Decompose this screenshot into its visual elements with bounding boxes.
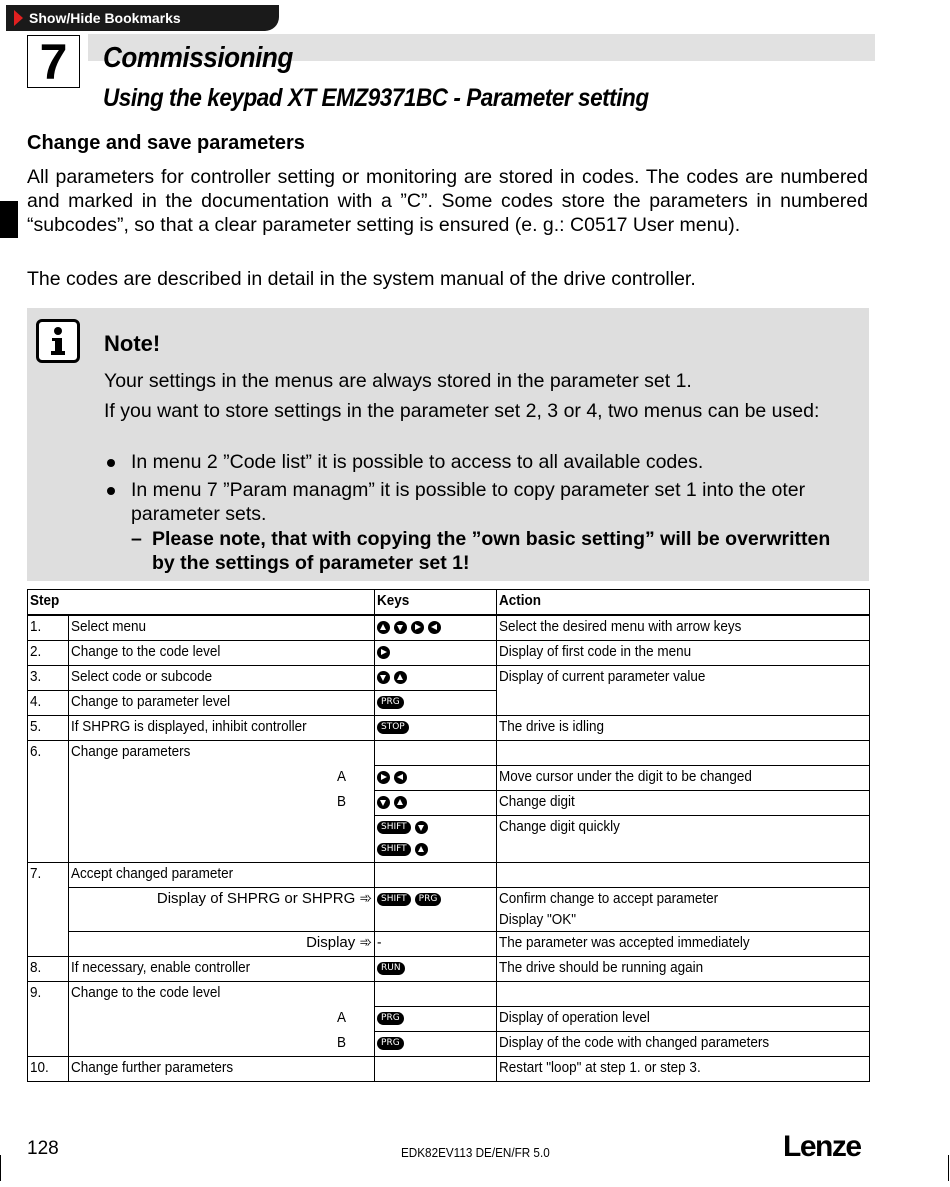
note-bullet-1 <box>104 450 844 474</box>
step-action: Display of current parameter value <box>499 668 706 685</box>
section-heading: Change and save parameters <box>27 132 305 154</box>
table-row <box>28 982 870 1007</box>
right-arrow-key-icon <box>377 771 390 784</box>
table-row <box>28 615 870 641</box>
crop-mark-left <box>0 1155 1 1181</box>
shift-key-icon: SHIFT <box>377 893 411 906</box>
header-step: Step <box>30 592 60 609</box>
step-description: Select code or subcode <box>71 668 213 685</box>
table-row <box>28 863 870 888</box>
table-row <box>28 791 870 816</box>
substep-action: Display of operation level <box>499 1009 650 1026</box>
right-arrow-key-icon <box>411 621 424 634</box>
arrow-icon: ➾ <box>359 934 373 951</box>
paragraph-1: All parameters for controller setting or monitoring are stored in codes. The codes are numbered and marked in the documentation with a ”C”. Some codes store the parameters in numbered “subcodes”, so that a clear parameter setting is ensured (e. g.: C0517 User menu). <box>27 166 868 236</box>
substep-action: Confirm change to accept parameter <box>499 890 719 907</box>
crop-mark-right <box>948 1155 949 1181</box>
note-bullet-2 <box>104 478 844 526</box>
substep-label: A <box>337 1008 347 1026</box>
step-action: Restart "loop" at step 1. or step 3. <box>499 1059 701 1076</box>
table-row <box>28 816 870 863</box>
page-subtitle: Using the keypad XT EMZ9371BC - Parameter setting <box>103 84 649 112</box>
table-row <box>28 716 870 741</box>
step-number: 1. <box>30 618 42 635</box>
chapter-number: 7 <box>27 35 80 88</box>
info-icon <box>36 319 80 363</box>
side-marker <box>0 201 18 238</box>
page-title: Commissioning <box>103 42 293 74</box>
table-row <box>28 1007 870 1032</box>
up-arrow-key-icon <box>394 671 407 684</box>
table-row <box>28 666 870 691</box>
steps-table <box>27 589 870 1082</box>
substep-action: Change digit <box>499 793 575 810</box>
step-description: Change parameters <box>71 743 191 760</box>
header-action: Action <box>499 592 542 609</box>
step-number: 4. <box>30 693 42 710</box>
document-code: EDK82EV113 DE/EN/FR 5.0 <box>401 1145 550 1160</box>
table-row <box>28 766 870 791</box>
step-number: 7. <box>30 865 42 882</box>
step-action: The drive is idling <box>499 718 605 735</box>
substep-description: Display of SHPRG or SHPRG <box>156 890 356 907</box>
substep-label: B <box>337 792 347 810</box>
step-number: 3. <box>30 668 42 685</box>
bookmarks-label: Show/Hide Bookmarks <box>29 10 181 26</box>
step-description: If SHPRG is displayed, inhibit controller <box>71 718 307 735</box>
prg-key-icon: PRG <box>415 893 442 906</box>
right-arrow-key-icon <box>377 646 390 659</box>
down-arrow-key-icon <box>377 671 390 684</box>
step-action: Display of first code in the menu <box>499 643 692 660</box>
table-row <box>28 741 870 766</box>
up-arrow-key-icon <box>415 843 428 856</box>
note-line-1: Your settings in the menus are always stored in the parameter set 1. <box>104 370 692 392</box>
note-warning <box>131 527 831 575</box>
step-number: 6. <box>30 743 42 760</box>
table-row <box>28 1057 870 1082</box>
step-action: The drive should be running again <box>499 959 704 976</box>
down-arrow-key-icon <box>377 796 390 809</box>
dash-mark: – <box>131 528 142 550</box>
page-number: 128 <box>27 1138 59 1159</box>
step-description: Accept changed parameter <box>71 865 234 882</box>
prg-key-icon: PRG <box>377 1012 404 1025</box>
substep-action: Change digit quickly <box>499 818 620 835</box>
show-hide-bookmarks-button[interactable] <box>6 5 279 31</box>
prg-key-icon: PRG <box>377 1037 404 1050</box>
step-description: Change to the code level <box>71 643 221 660</box>
bullet-2-text: In menu 7 ”Param managm” it is possible to copy parameter set 1 into the oter parameter sets. <box>131 479 806 525</box>
step-description: Change to parameter level <box>71 693 231 710</box>
triangle-right-icon <box>14 10 23 26</box>
substep-label: A <box>337 767 347 785</box>
substep-action: Display "OK" <box>499 911 577 928</box>
left-arrow-key-icon <box>428 621 441 634</box>
step-description: Select menu <box>71 618 147 635</box>
step-number: 9. <box>30 984 42 1001</box>
note-title: Note! <box>104 331 161 356</box>
step-description: Change further parameters <box>71 1059 234 1076</box>
substep-action: Display of the code with changed parameters <box>499 1034 770 1051</box>
header-keys: Keys <box>377 592 410 609</box>
table-row <box>28 1032 870 1057</box>
step-action: Select the desired menu with arrow keys <box>499 618 742 635</box>
table-row <box>28 957 870 982</box>
down-arrow-key-icon <box>394 621 407 634</box>
paragraph-2: The codes are described in detail in the system manual of the drive controller. <box>27 268 696 290</box>
table-row <box>28 932 870 957</box>
step-number: 5. <box>30 718 42 735</box>
substep-label: B <box>337 1033 347 1051</box>
substep-description: Display <box>306 934 356 951</box>
down-arrow-key-icon <box>415 821 428 834</box>
up-arrow-key-icon <box>377 621 390 634</box>
lenze-logo: Lenze <box>783 1130 861 1163</box>
run-key-icon: RUN <box>377 962 405 975</box>
arrow-icon: ➾ <box>359 890 373 907</box>
keys-none: - <box>377 934 382 951</box>
shift-key-icon: SHIFT <box>377 821 411 834</box>
table-header-row <box>28 590 870 616</box>
step-description: Change to the code level <box>71 984 221 1001</box>
substep-action: The parameter was accepted immediately <box>499 934 750 951</box>
prg-key-icon: PRG <box>377 696 404 709</box>
step-number: 8. <box>30 959 42 976</box>
warning-text: Please note, that with copying the ”own basic setting” will be overwritten by the settings of parameter set 1! <box>152 528 831 574</box>
substep-action: Move cursor under the digit to be changed <box>499 768 752 785</box>
step-number: 10. <box>30 1059 49 1076</box>
bullet-1-text: In menu 2 ”Code list” it is possible to access to all available codes. <box>131 451 704 473</box>
step-description: If necessary, enable controller <box>71 959 251 976</box>
step-number: 2. <box>30 643 42 660</box>
shift-key-icon: SHIFT <box>377 843 411 856</box>
stop-key-icon: STOP <box>377 721 409 734</box>
table-row <box>28 641 870 666</box>
table-row <box>28 888 870 932</box>
left-arrow-key-icon <box>394 771 407 784</box>
up-arrow-key-icon <box>394 796 407 809</box>
note-line-2: If you want to store settings in the parameter set 2, 3 or 4, two menus can be used: <box>104 400 820 422</box>
